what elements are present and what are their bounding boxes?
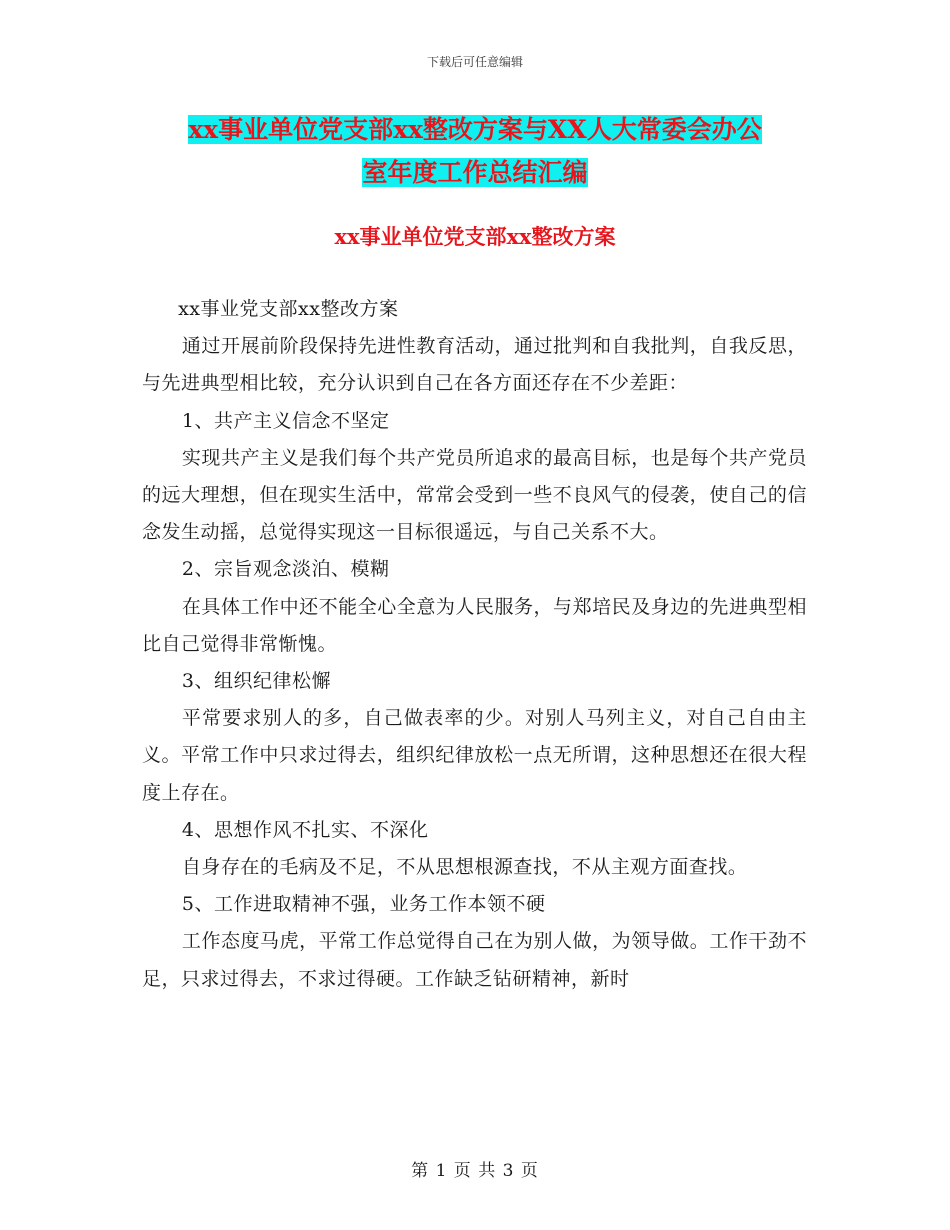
paragraph: 1、共产主义信念不坚定 (181, 409, 390, 432)
paragraph: 实现共产主义是我们每个共产党员所追求的最高目标，也是每个共产党员的远大理想，但在现实生活中，常常会受到一些不良风气的侵袭，使自己的信念发生动摇，总觉得实现这一目标很遥远，与自己关系不大。 (142, 446, 807, 544)
paragraph: 3、组织纪律松懈 (181, 670, 331, 693)
paragraph: 4、思想作风不扎实、不深化 (181, 818, 429, 841)
paragraph: 5、工作进取精神不强，业务工作本领不硬 (181, 893, 546, 916)
document-title-text-2: 室年度工作总结汇编 (362, 158, 588, 187)
document-title-line-1 (0, 112, 950, 148)
paragraph: 通过开展前阶段保持先进性教育活动，通过批判和自我批判，自我反思，与先进典型相比较，充分认识到自己在各方面还存在不少差距： (142, 335, 807, 395)
paragraph: 2、宗旨观念淡泊、模糊 (181, 558, 390, 581)
document-title-line-2 (0, 155, 950, 191)
page-footer: 第 1 页 共 3 页 (411, 1161, 539, 1181)
paragraph: 平常要求别人的多，自己做表率的少。对别人马列主义，对自己自由主义。平常工作中只求过得去，组织纪律放松一点无所谓，这种思想还在很大程度上存在。 (142, 707, 807, 804)
paragraph: 工作态度马虎，平常工作总觉得自己在为别人做，为领导做。工作干劲不足，只求过得去，不求过得硬。工作缺乏钻研精神，新时 (142, 930, 807, 990)
section-title: xx事业单位党支部xx整改方案 (334, 224, 616, 249)
document-title-text-1: xx事业单位党支部xx整改方案与XX人大常委会办公 (188, 115, 762, 144)
header-note: 下载后可任意编辑 (426, 55, 523, 69)
paragraph: xx事业党支部xx整改方案 (178, 298, 399, 320)
document-body (142, 291, 807, 998)
paragraph: 在具体工作中还不能全心全意为人民服务，与郑培民及身边的先进典型相比自己觉得非常惭愧。 (142, 595, 807, 655)
paragraph: 自身存在的毛病及不足，不从思想根源查找，不从主观方面查找。 (181, 856, 748, 879)
